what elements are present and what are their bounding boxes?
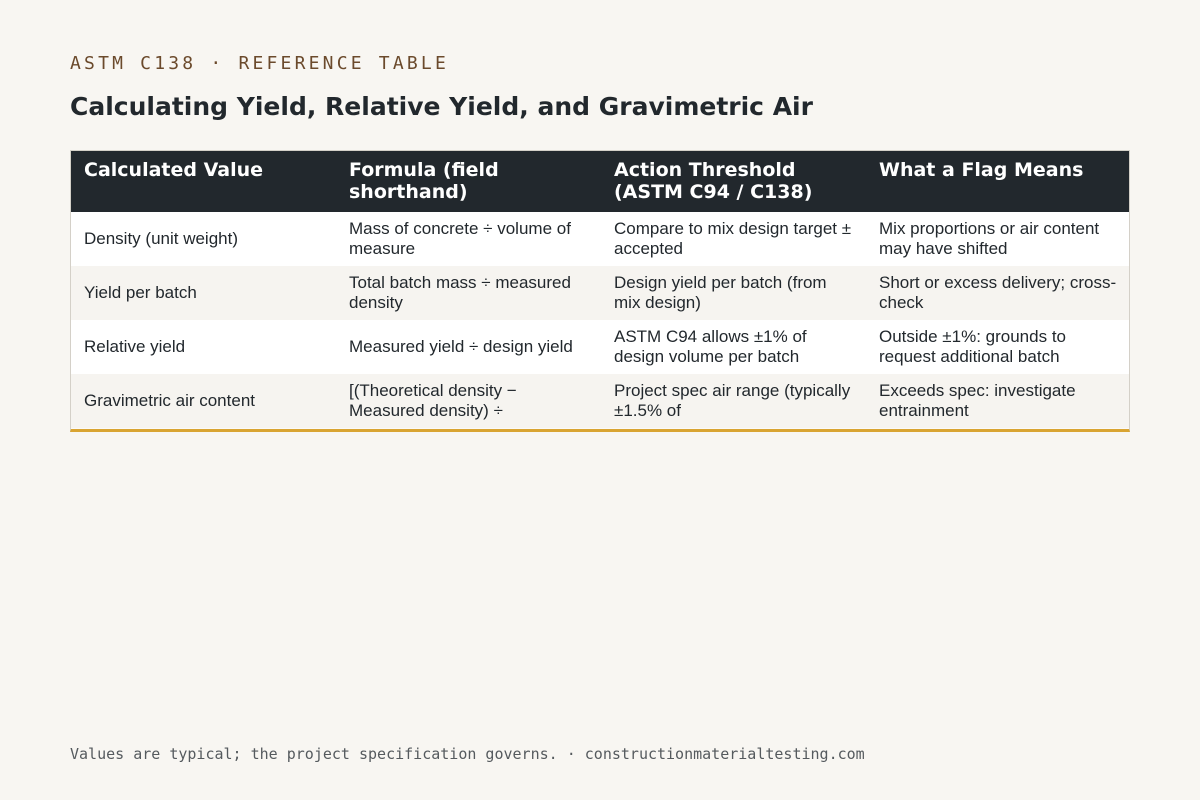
cell-text: Compare to mix design target ± accepted xyxy=(614,219,852,258)
cell-flag xyxy=(866,266,1130,320)
cell-formula xyxy=(336,266,601,320)
table-body xyxy=(71,212,1130,428)
cell-text: Project spec air range (typically ±1.5% of xyxy=(614,381,851,420)
column-header-action-threshold: Action Threshold (ASTM C94 / C138) xyxy=(614,159,813,203)
cell-threshold xyxy=(601,320,866,374)
table-row xyxy=(71,266,1130,320)
column-header-flag-meaning: What a Flag Means xyxy=(879,159,1084,181)
yield-table xyxy=(71,151,1130,428)
cell-text: Total batch mass ÷ measured density xyxy=(349,273,571,312)
header-row xyxy=(71,151,1130,212)
cell-text: Exceeds spec: investigate entrainment xyxy=(879,381,1076,420)
table-row xyxy=(71,374,1130,428)
cell-text: [(Theoretical density − Measured density) ÷ xyxy=(349,381,517,420)
cell-text: Mass of concrete ÷ volume of measure xyxy=(349,219,571,258)
cell-formula xyxy=(336,374,601,428)
cell-text: Yield per batch xyxy=(84,283,197,302)
cell-text: Density (unit weight) xyxy=(84,229,239,248)
footer-note: Values are typical; the project specification governs. · constructionmaterialtesting.com xyxy=(70,745,865,763)
cell-flag xyxy=(866,212,1130,266)
cell-text: Relative yield xyxy=(84,337,186,356)
cell-threshold xyxy=(601,374,866,428)
cell-text: Short or excess delivery; cross-check xyxy=(879,273,1117,312)
cell-text: Measured yield ÷ design yield xyxy=(349,337,573,356)
reference-table xyxy=(70,150,1130,432)
cell-text: Mix proportions or air content may have shifted xyxy=(879,219,1100,258)
column-header-formula: Formula (field shorthand) xyxy=(349,159,499,203)
cell-text: Gravimetric air content xyxy=(84,391,255,410)
cell-calculated-value xyxy=(71,212,336,266)
page-title: Calculating Yield, Relative Yield, and Gravimetric Air xyxy=(70,92,813,121)
cell-flag xyxy=(866,320,1130,374)
cell-formula xyxy=(336,212,601,266)
table-header xyxy=(71,151,1130,212)
cell-formula xyxy=(336,320,601,374)
cell-calculated-value xyxy=(71,266,336,320)
cell-text: ASTM C94 allows ±1% of design volume per batch xyxy=(614,327,807,366)
cell-threshold xyxy=(601,212,866,266)
cell-calculated-value xyxy=(71,374,336,428)
cell-calculated-value xyxy=(71,320,336,374)
table-row xyxy=(71,212,1130,266)
column-header-calculated-value: Calculated Value xyxy=(84,159,263,181)
cell-threshold xyxy=(601,266,866,320)
table-row xyxy=(71,320,1130,374)
cell-text: Design yield per batch (from mix design) xyxy=(614,273,827,312)
cell-flag xyxy=(866,374,1130,428)
eyebrow-label: ASTM C138 · REFERENCE TABLE xyxy=(70,53,449,74)
cell-text: Outside ±1%: grounds to request additional batch xyxy=(879,327,1066,366)
